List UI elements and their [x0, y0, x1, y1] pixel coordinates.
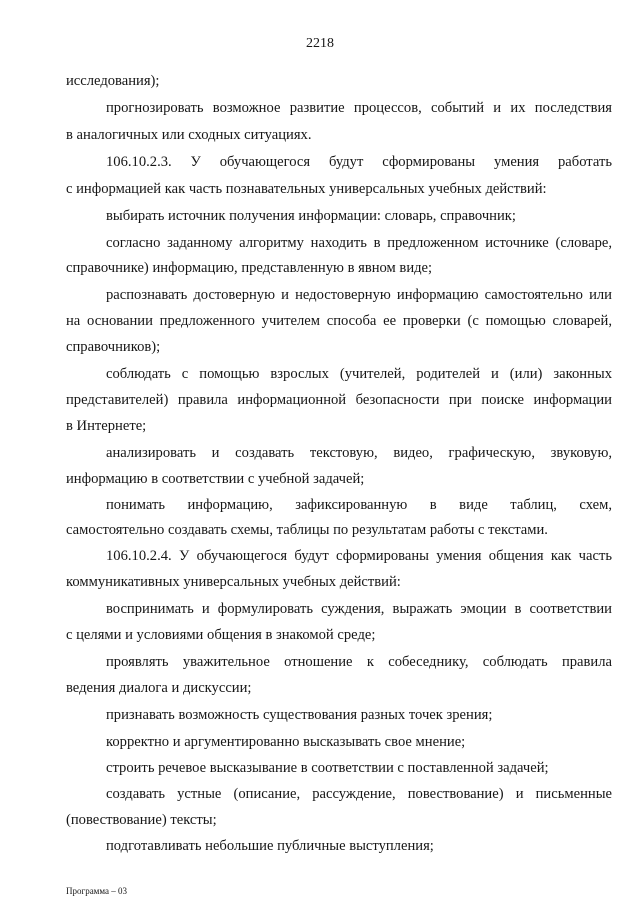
text-line: 106.10.2.3. У обучающегося будут сформированы умения работать	[106, 154, 612, 170]
text-line: с целями и условиями общения в знакомой среде;	[66, 627, 376, 643]
text-line: информацию в соответствии с учебной задачей;	[66, 471, 365, 487]
text-line: воспринимать и формулировать суждения, выражать эмоции в соответствии	[106, 601, 612, 617]
text-line: на основании предложенного учителем способа ее проверки (с помощью словарей,	[66, 313, 612, 329]
text-line: в аналогичных или сходных ситуациях.	[66, 127, 312, 143]
text-line: подготавливать небольшие публичные выступления;	[106, 838, 434, 854]
text-line: анализировать и создавать текстовую, видео, графическую, звуковую,	[106, 445, 612, 461]
text-line: (повествование) тексты;	[66, 812, 217, 828]
page-number: 2218	[306, 36, 334, 51]
text-line: прогнозировать возможное развитие процессов, событий и их последствия	[106, 100, 612, 116]
text-line: выбирать источник получения информации: словарь, справочник;	[106, 208, 516, 224]
text-line: справочнике) информацию, представленную в явном виде;	[66, 260, 433, 276]
text-line: 106.10.2.4. У обучающегося будут сформированы умения общения как часть	[106, 548, 612, 564]
text-line: создавать устные (описание, рассуждение, повествование) и письменные	[106, 786, 612, 802]
text-line: исследования);	[66, 73, 160, 89]
text-line: справочников);	[66, 339, 161, 355]
text-line: с информацией как часть познавательных универсальных учебных действий:	[66, 181, 547, 197]
text-line: самостоятельно создавать схемы, таблицы по результатам работы с текстами.	[66, 522, 548, 538]
text-line: представителей) правила информационной безопасности при поиске информации	[66, 392, 612, 408]
text-line: строить речевое высказывание в соответствии с поставленной задачей;	[106, 760, 549, 776]
text-line: понимать информацию, зафиксированную в виде таблиц, схем,	[106, 497, 612, 513]
text-line: соблюдать с помощью взрослых (учителей, родителей и (или) законных	[106, 366, 612, 382]
text-line: коммуникативных универсальных учебных действий:	[66, 574, 401, 590]
text-line: признавать возможность существования разных точек зрения;	[106, 707, 493, 723]
text-line: согласно заданному алгоритму находить в предложенном источнике (словаре,	[106, 235, 612, 251]
text-line: в Интернете;	[66, 418, 147, 434]
text-line: распознавать достоверную и недостоверную информацию самостоятельно или	[106, 287, 612, 303]
text-line: проявлять уважительное отношение к собеседнику, соблюдать правила	[106, 654, 612, 670]
footer-label: Программа – 03	[66, 886, 128, 896]
text-line: ведения диалога и дискуссии;	[66, 680, 252, 696]
text-line: корректно и аргументированно высказывать свое мнение;	[106, 734, 466, 750]
